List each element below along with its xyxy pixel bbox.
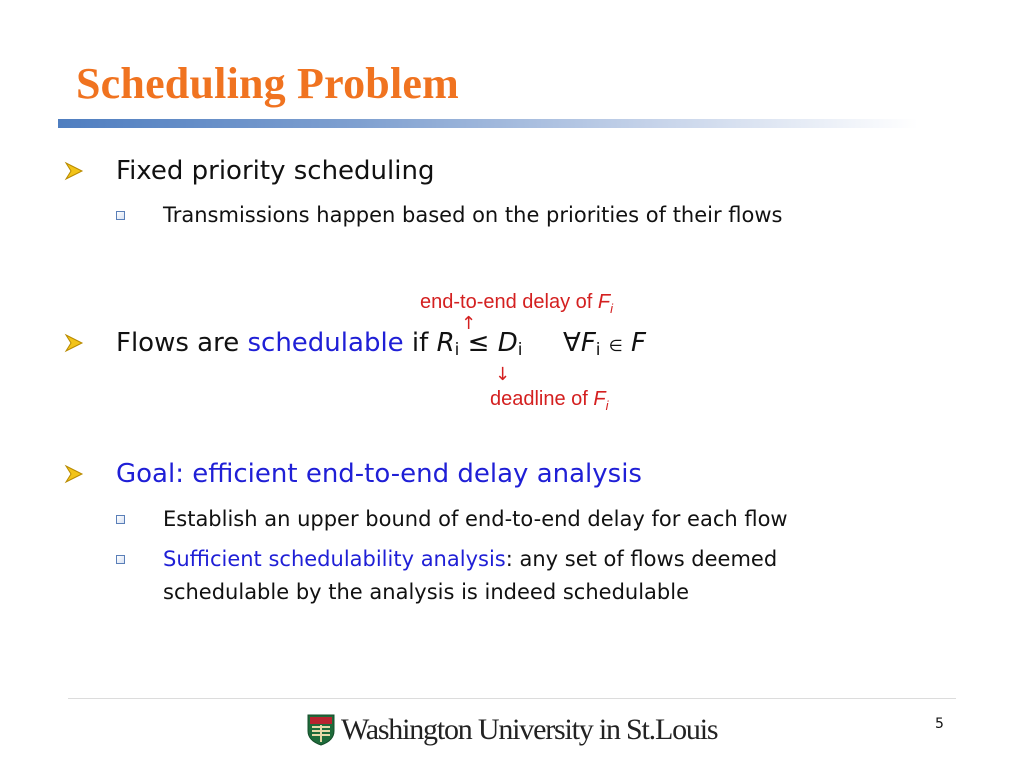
bullet-goal: Goal: efficient end-to-end delay analysis	[116, 459, 642, 489]
annotation-deadline: deadline of $F_i$	[490, 388, 609, 413]
arrow-up-icon: ↑	[461, 313, 477, 334]
bullet-fixed-priority: Fixed priority scheduling	[116, 156, 435, 186]
sub-bullet-sufficient-analysis-cont: schedulable by the analysis is indeed schedulable	[163, 580, 690, 604]
slide-title: Scheduling Problem	[76, 59, 459, 108]
bullet-schedulable: Flows are schedulable if $R_i \le D_i$ $\forall F_i$ ∈ F	[116, 328, 646, 360]
square-bullet-icon	[116, 555, 125, 564]
sub-bullet-transmissions: Transmissions happen based on the priorities of their flows	[163, 203, 783, 227]
sub-bullet-sufficient-analysis: Sufficient schedulability analysis: any set of flows deemed	[163, 547, 778, 571]
schedulable-highlight: schedulable	[247, 328, 404, 358]
shield-icon	[307, 714, 335, 746]
square-bullet-icon	[116, 515, 125, 524]
footer-divider	[68, 698, 956, 699]
arrow-down-icon: ↓	[495, 364, 511, 385]
title-underline	[58, 119, 918, 128]
university-logo	[307, 712, 717, 748]
square-bullet-icon	[116, 211, 125, 220]
sub-bullet-upper-bound: Establish an upper bound of end-to-end delay for each flow	[163, 507, 788, 531]
arrow-bullet-icon	[63, 160, 85, 182]
logo-text: Washington University in St.Louis	[341, 713, 718, 746]
page-number: 5	[935, 716, 944, 732]
annotation-end-to-end-delay: end-to-end delay of $F_i$	[420, 291, 614, 316]
arrow-bullet-icon	[63, 332, 85, 354]
arrow-bullet-icon	[63, 463, 85, 485]
